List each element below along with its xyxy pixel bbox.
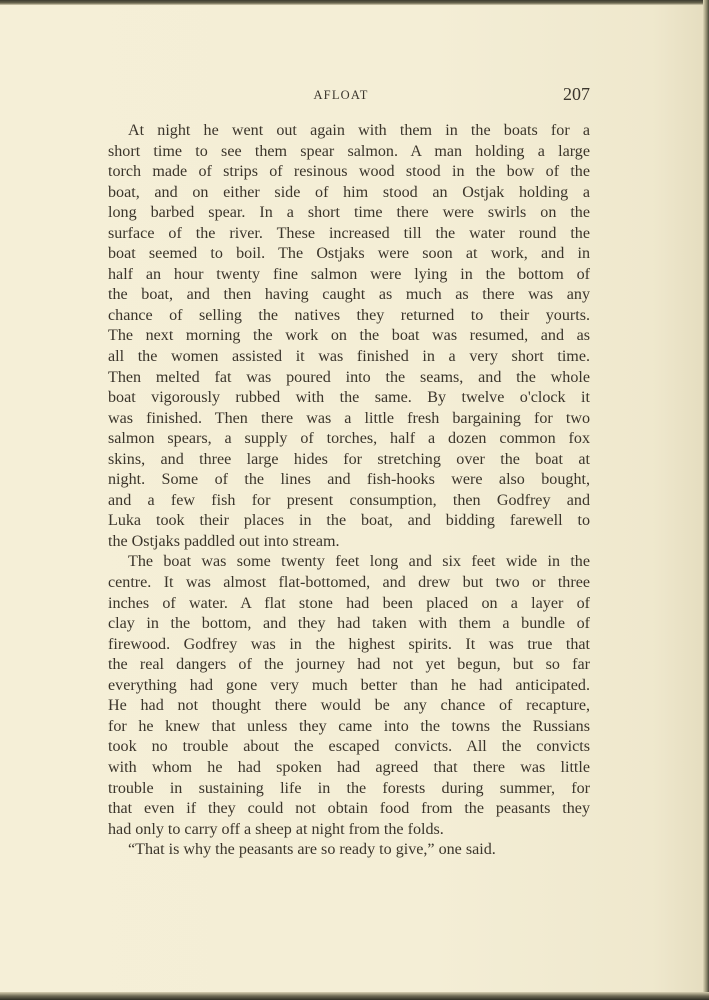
- text-line: Then melted fat was poured into the seams, and the whole: [108, 368, 590, 386]
- text-line: and a few fish for present consumption, then Godfrey and: [108, 491, 590, 509]
- page-top-edge: [0, 0, 709, 5]
- text-line: for he knew that unless they came into the towns the Russians: [108, 717, 590, 735]
- text-line: boat seemed to boil. The Ostjaks were soon at work, and in: [108, 245, 590, 263]
- paragraph: [108, 121, 590, 552]
- page-number: 207: [563, 84, 590, 104]
- text-line: firewood. Godfrey was in the highest spirits. It was true that: [108, 635, 590, 653]
- text-line: trouble in sustaining life in the forests during summer, for: [108, 779, 590, 797]
- running-head: [108, 84, 590, 108]
- text-line: the boat, and then having caught as much as there was any: [108, 286, 590, 304]
- paragraph: [108, 552, 590, 840]
- text-line: all the women assisted it was finished in a very short time.: [108, 348, 590, 366]
- text-line: At night he went out again with them in the boats for a: [128, 122, 590, 139]
- text-line: inches of water. A flat stone had been placed on a layer of: [108, 594, 590, 612]
- paragraph: [108, 840, 590, 861]
- text-line: centre. It was almost flat-bottomed, and drew but two or three: [108, 574, 590, 592]
- text-line: everything had gone very much better than he had anticipated.: [108, 676, 590, 694]
- text-line: clay in the bottom, and they had taken with them a bundle of: [108, 615, 590, 633]
- text-line: night. Some of the lines and fish-hooks were also bought,: [108, 471, 590, 489]
- text-line: had only to carry off a sheep at night from the folds.: [108, 820, 444, 838]
- text-line: half an hour twenty fine salmon were lying in the bottom of: [108, 265, 590, 283]
- text-line: torch made of strips of resinous wood stood in the bow of the: [108, 163, 590, 181]
- text-line: the real dangers of the journey had not yet begun, but so far: [108, 656, 590, 674]
- text-line: short time to see them spear salmon. A man holding a large: [108, 142, 590, 160]
- text-line: with whom he had spoken had agreed that there was little: [108, 758, 590, 776]
- text-line: the Ostjaks paddled out into stream.: [108, 532, 340, 550]
- text-line: salmon spears, a supply of torches, half a dozen common fox: [108, 430, 590, 448]
- text-line: “That is why the peasants are so ready to give,” one said.: [128, 841, 496, 859]
- text-line: Luka took their places in the boat, and bidding farewell to: [108, 512, 590, 530]
- text-line: boat, and on either side of him stood an Ostjak holding a: [108, 183, 590, 201]
- text-line: that even if they could not obtain food from the peasants they: [108, 800, 590, 818]
- text-line: The next morning the work on the boat was resumed, and as: [108, 327, 590, 345]
- page-bottom-edge: [0, 992, 709, 1000]
- text-line: boat vigorously rubbed with the same. By twelve o'clock it: [108, 389, 590, 407]
- text-line: He had not thought there would be any chance of recapture,: [108, 697, 590, 715]
- text-line: took no trouble about the escaped convicts. All the convicts: [108, 738, 590, 756]
- text-line: chance of selling the natives they returned to their yourts.: [108, 306, 590, 324]
- running-head-title: AFLOAT: [313, 88, 369, 102]
- page-right-edge: [703, 0, 709, 1000]
- text-line: was finished. Then there was a little fresh bargaining for two: [108, 409, 590, 427]
- text-line: long barbed spear. In a short time there were swirls on the: [108, 204, 590, 222]
- body-text: [108, 121, 590, 861]
- text-line: skins, and three large hides for stretching over the boat at: [108, 450, 590, 468]
- text-line: The boat was some twenty feet long and six feet wide in the: [128, 553, 590, 571]
- text-line: surface of the river. These increased till the water round the: [108, 224, 590, 242]
